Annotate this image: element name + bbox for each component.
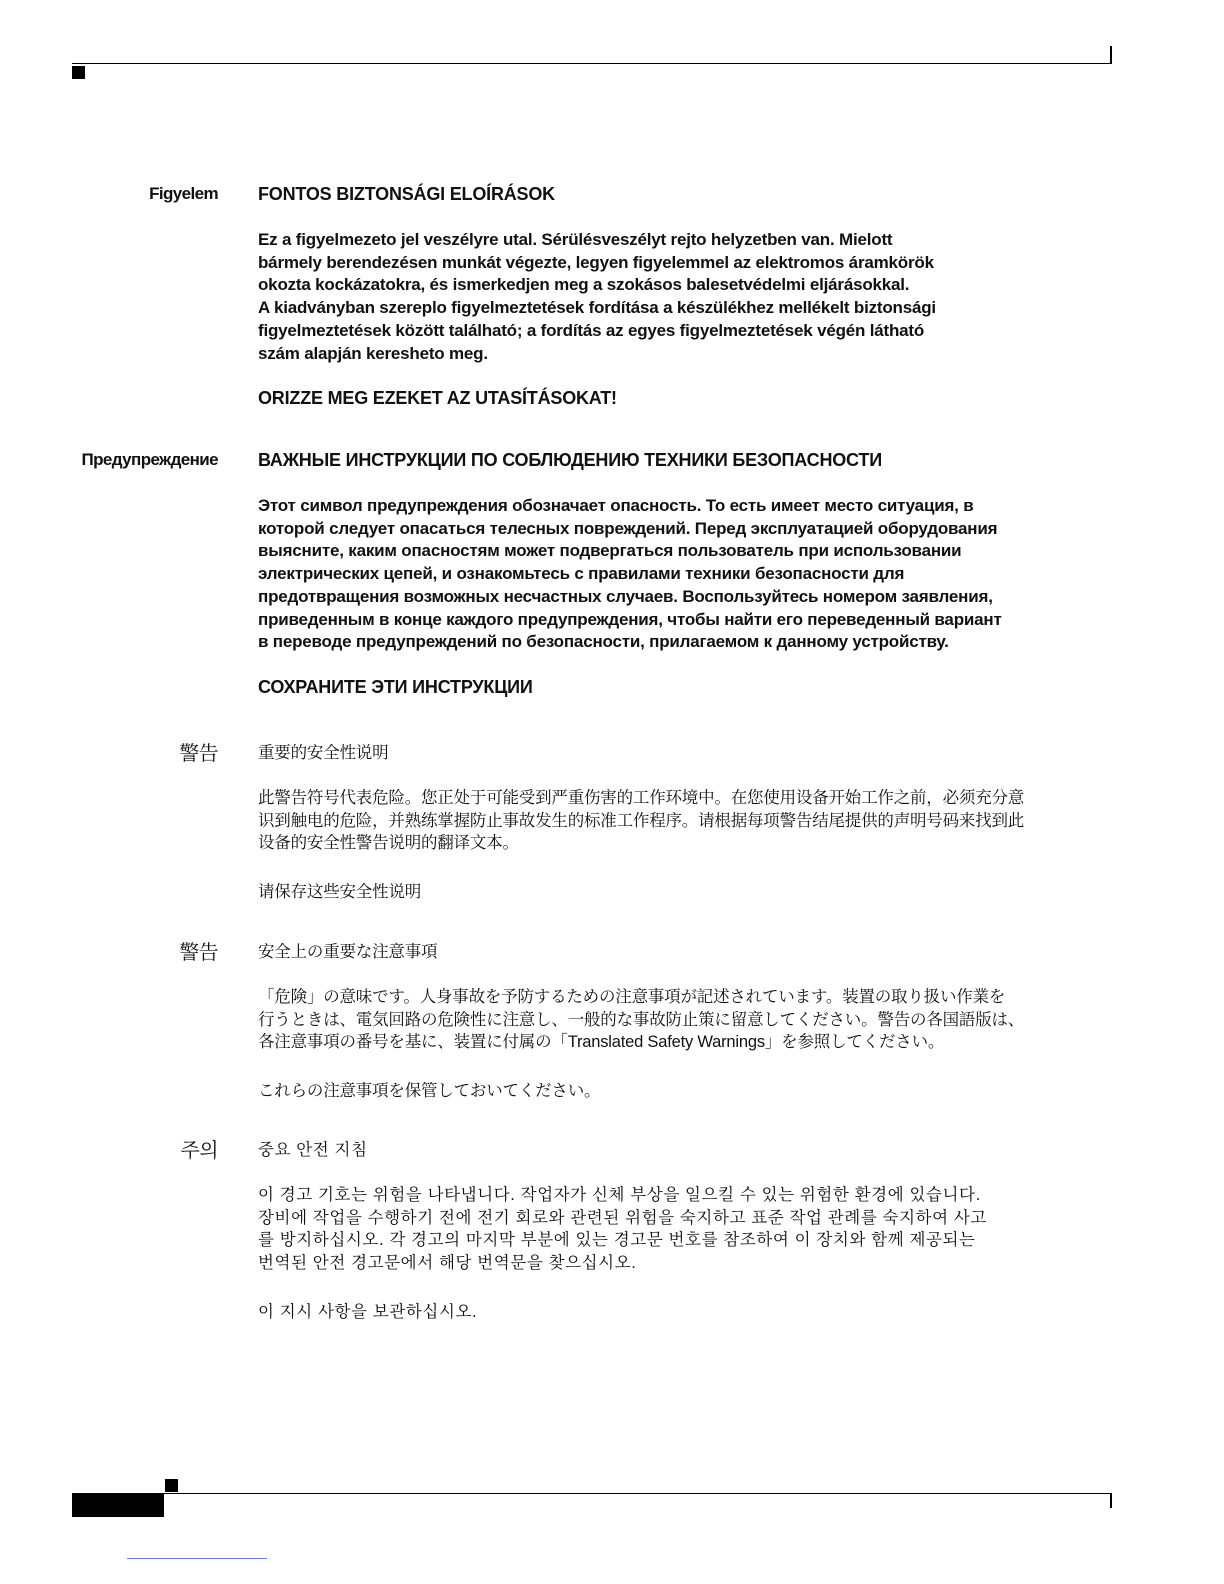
header-rule	[72, 63, 1112, 64]
body-line: 此警告符号代表危险。您正处于可能受到严重伤害的工作环境中。在您使用设备开始工作之前，必须充分意	[258, 789, 1025, 807]
body-line: приведенным в конце каждого предупреждения, чтобы найти его переведенный вариант	[258, 609, 1002, 629]
warning-title: ВАЖНЫЕ ИНСТРУКЦИИ ПО СОБЛЮДЕНИЮ ТЕХНИКИ БЕЗОПАСНОСТИ	[258, 450, 882, 470]
body-line: 设备的安全性警告说明的翻译文本。	[258, 834, 519, 853]
body-line: 「危険」の意味です。人身事故を予防するための注意事項が記述されています。装置の取り扱い作業を	[258, 988, 1006, 1006]
warning-closing: 请保存这些安全性说明	[258, 883, 422, 902]
body-line: которой следует опасаться телесных повреждений. Перед эксплуатацией оборудования	[258, 518, 998, 538]
body-line: 를 방지하십시오. 각 경고의 마지막 부분에 있는 경고문 번호를 참조하여 이 장치와 함께 제공되는	[258, 1231, 976, 1250]
body-line: выясните, каким опасностям может подвергаться пользователь при использовании	[258, 541, 962, 561]
body-line: 장비에 작업을 수행하기 전에 전기 회로와 관련된 위험을 숙지하고 표준 작업 관례를 숙지하여 사고	[258, 1208, 987, 1227]
warning-content	[258, 938, 1108, 1101]
warning-closing: СОХРАНИТЕ ЭТИ ИНСТРУКЦИИ	[258, 676, 533, 697]
warning-title: 重要的安全性说明	[258, 744, 389, 762]
warning-label: Figyelem	[149, 184, 218, 203]
body-line: bármely berendezésen munkát végezte, legyen figyelemmel az elektromos áramkörök	[258, 252, 934, 272]
warning-label: 警告	[179, 942, 218, 964]
warning-title: FONTOS BIZTONSÁGI ELOÍRÁSOK	[258, 184, 555, 204]
body-line: в переводе предупреждений по безопасности, прилагаемом к данному устройству.	[258, 632, 949, 652]
body-line: Ez a figyelmezeto jel veszélyre utal. Sérülésveszélyt rejto helyzetben van. Mielott	[258, 230, 893, 249]
body-line: электрических цепей, и ознакомьтесь с правилами техники безопасности для	[258, 564, 905, 584]
body-line: okozta kockázatokra, és ismerkedjen meg a szokásos balesetvédelmi eljárásokkal.	[258, 275, 910, 295]
header-corner-tick	[1110, 46, 1112, 64]
warning-content	[258, 450, 1108, 698]
body-line: 번역된 안전 경고문에서 해당 번역문을 찾으십시오.	[258, 1254, 637, 1273]
warning-title: 중요 안전 지침	[258, 1141, 368, 1159]
warning-content	[258, 739, 1108, 902]
warning-closing: これらの注意事項を保管しておいてください。	[258, 1082, 601, 1101]
warning-content	[258, 184, 1108, 409]
warning-label: 주의	[180, 1140, 218, 1162]
warning-body	[258, 986, 1108, 1054]
warning-label: Предупреждение	[81, 450, 218, 469]
body-line: 이 경고 기호는 위험을 나타냅니다. 작업자가 신체 부상을 일으킬 수 있는 위험한 환경에 있습니다.	[258, 1186, 981, 1204]
header-marker-square	[72, 66, 85, 79]
warning-body	[258, 1184, 1108, 1275]
body-line: Этот символ предупреждения обозначает опасность. То есть имеет место ситуация, в	[258, 496, 974, 515]
warning-closing: ORIZZE MEG EZEKET AZ UTASÍTÁSOKAT!	[258, 388, 617, 409]
footer-page-tab	[72, 1494, 164, 1517]
warning-closing: 이 지시 사항을 보관하십시오.	[258, 1302, 478, 1321]
warning-label: 警告	[179, 743, 218, 765]
body-line: A kiadványban szereplo figyelmeztetések fordítása a készülékhez mellékelt biztonsági	[258, 298, 936, 318]
warning-body	[258, 495, 1108, 654]
body-line: предотвращения возможных несчастных случаев. Воспользуйтесь номером заявления,	[258, 586, 993, 606]
warning-body	[258, 787, 1108, 855]
footer-corner-tick	[1110, 1494, 1112, 1508]
warning-title: 安全上の重要な注意事項	[258, 943, 438, 961]
body-line: szám alapján keresheto meg.	[258, 343, 488, 363]
body-line: 各注意事項の番号を基に、装置に付属の「Translated Safety Warnings」を参照してください。	[258, 1033, 945, 1052]
footer-marker-square	[165, 1479, 178, 1492]
warning-body	[258, 229, 1108, 365]
footer-rule	[72, 1493, 1112, 1494]
body-line: 识到触电的危险，并熟练掌握防止事故发生的标准工作程序。请根据每项警告结尾提供的声明号码来找到此	[258, 811, 1025, 830]
body-line: figyelmeztetések között található; a fordítás az egyes figyelmeztetések végén látható	[258, 320, 925, 340]
body-line: 行うときは、電気回路の危険性に注意し、一般的な事故防止策に留意してください。警告の各国語版は、	[258, 1010, 1025, 1029]
warning-content	[258, 1136, 1108, 1322]
footer-link-underline	[127, 1558, 267, 1559]
